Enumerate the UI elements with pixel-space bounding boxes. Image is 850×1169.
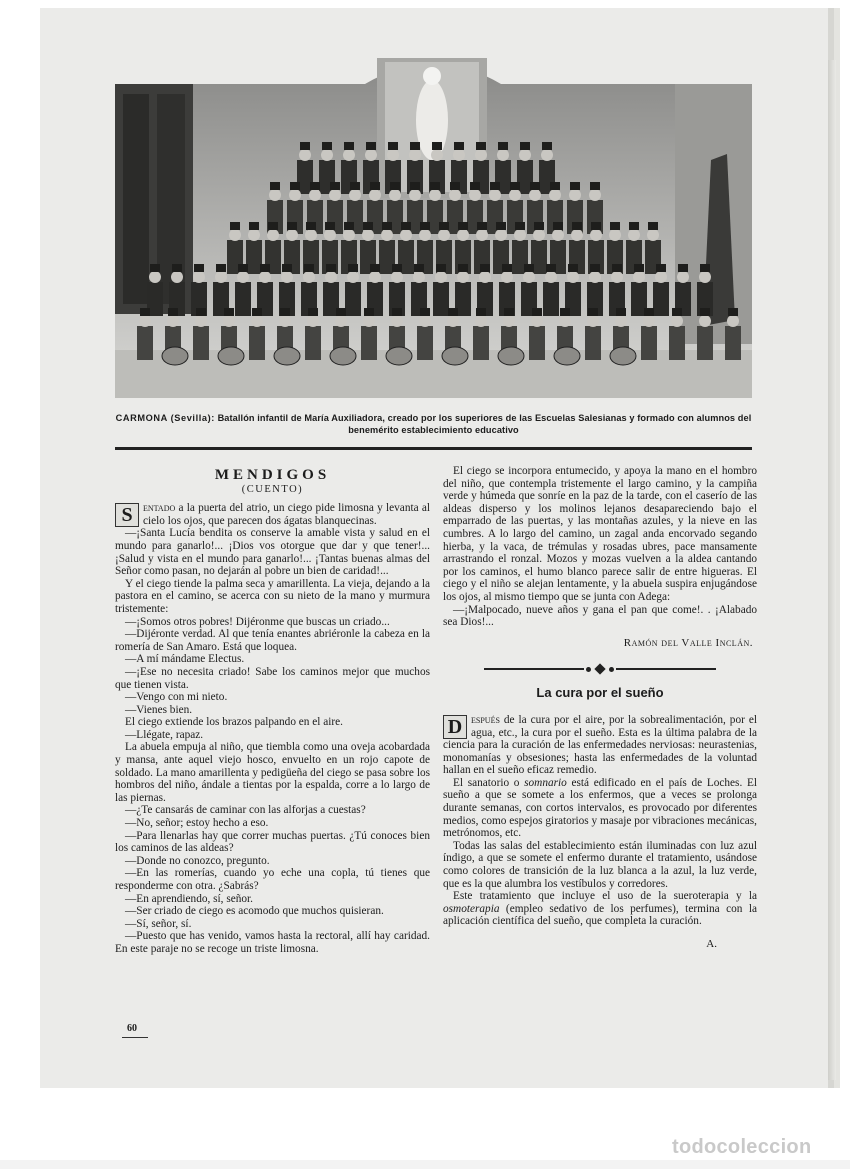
- story-paragraph: —Dijéronte verdad. Al que tenía enantes abriéronle la cabeza en la romería de San Amaro. Está que loquea.: [115, 628, 430, 653]
- figure-hat: [310, 182, 320, 190]
- figure-head: [237, 271, 249, 283]
- figure-hat: [496, 222, 506, 230]
- story-paragraph: —¡Malpocado, nueve años y gana el pan que come!. . ¡Alabado sea Dios!...: [443, 603, 757, 629]
- figure-head: [329, 189, 341, 201]
- figure-head: [303, 271, 315, 283]
- figure-head: [609, 229, 621, 241]
- figure-head: [438, 229, 450, 241]
- figure-head: [229, 229, 241, 241]
- story-paragraph: —Sí, señor, sí.: [125, 917, 192, 930]
- figure-head: [569, 189, 581, 201]
- figure-head: [611, 271, 623, 283]
- figure-hat: [476, 142, 486, 150]
- figure-hat: [458, 222, 468, 230]
- figure-head: [167, 315, 179, 327]
- figure-head: [391, 271, 403, 283]
- figure-head: [615, 315, 627, 327]
- figure-head: [223, 315, 235, 327]
- figure-hat: [344, 142, 354, 150]
- figure-hat: [612, 264, 622, 272]
- figure-head: [419, 229, 431, 241]
- figure-head: [335, 315, 347, 327]
- figure-head: [325, 271, 337, 283]
- figure-hat: [610, 222, 620, 230]
- story-opening: [115, 502, 430, 527]
- drum: [554, 347, 580, 365]
- figure-hat: [268, 222, 278, 230]
- figure-body: [305, 326, 321, 360]
- figure-head: [387, 149, 399, 161]
- figure-head: [699, 271, 711, 283]
- figure-hat: [392, 264, 402, 272]
- article-p3: Todas las salas del establecimiento están iluminadas con luz azul índigo, a que se somete el enfermo durante el tratamiento, usándose como colores de transición de la luz blanca a la azul, la luz verde, que es la que alumbra los vestíbulos y corredores.: [443, 839, 757, 890]
- figure-hat: [439, 222, 449, 230]
- figure-hat: [330, 182, 340, 190]
- figure-hat: [700, 264, 710, 272]
- figure-hat: [672, 308, 682, 316]
- figure-head: [195, 315, 207, 327]
- page-number: 60: [127, 1023, 137, 1034]
- figure-hat: [401, 222, 411, 230]
- story-paragraph: —¡Santa Lucía bendita os conserve la amable vista y salud en el mundo para ganarlo!... ¡Dios vos otorgue que dar y que tener!... ¡Salud y vista en el mundo para ganarlo!... ¡Tantas buenas almas del Señor como pasan, no dejarán al pobre un bien de caridad!...: [115, 527, 430, 578]
- figure-body: [249, 326, 265, 360]
- opening-word: entado: [143, 502, 176, 515]
- story-paragraph: —Para llenarlas hay que correr muchas puertas. ¿Tú conoces bien los caminos de las aldeas?: [115, 829, 430, 855]
- figure-hat: [678, 264, 688, 272]
- figure-hat: [515, 222, 525, 230]
- figure-hat: [306, 222, 316, 230]
- figure-hat: [629, 222, 639, 230]
- page-edge: [828, 60, 836, 1080]
- story-paragraph: —Vengo con mi nieto.: [125, 691, 228, 704]
- figure-hat: [150, 264, 160, 272]
- figure-hat: [568, 264, 578, 272]
- figure-head: [571, 229, 583, 241]
- figure-hat: [224, 308, 234, 316]
- story-paragraph: Y el ciego tiende la palma seca y amarillenta. La vieja, dejando a la pastora en el camino, se acerca con su nieto de la mano y murmura tristemente:: [115, 577, 430, 615]
- figure-head: [362, 229, 374, 241]
- figure-hat: [322, 142, 332, 150]
- story-paragraph: El ciego se incorpora entumecido, y apoya la mano en el hombro del niño, que contempla tristemente el largo camino, y la campiña verde y húmeda que sonríe en la paz de la tarde, con el caserío de las aldeas disperso y los molinos lejanos desapareciendo bajo el emparrado de las puertas, y las montañas azules, y la nieve en las cumbres. A lo largo del camino, un zagal anda encorvado segando hierba, y la vaca, de trémulas y rosadas ubres, pace mansamente arrastrando el ronzal. Mozos y mozas vuelven a la aldea cantando por los caminos, el humo blanco parece salir de entre higueras. El ciego y el niño se alejan lentamente, y la abuela suspira enjugándose los ojos, al mismo tiempo que se junta con Adega:: [443, 465, 757, 603]
- figure-hat: [420, 308, 430, 316]
- figure-head: [457, 271, 469, 283]
- figure-head: [453, 149, 465, 161]
- watermark: todocoleccion: [672, 1136, 812, 1158]
- ornament-line: [484, 668, 584, 670]
- figure-head: [279, 315, 291, 327]
- story-author: Ramón del Valle Inclán.: [623, 636, 753, 649]
- figure-head: [497, 149, 509, 161]
- figure-head: [552, 229, 564, 241]
- caption-lead: CARMONA (Sevilla):: [115, 413, 215, 423]
- p4-italic: osmoterapia: [443, 902, 500, 915]
- figure-head: [269, 189, 281, 201]
- figure-hat: [570, 182, 580, 190]
- figure-head: [628, 229, 640, 241]
- story-paragraph: El ciego extiende los brazos palpando en el aire.: [125, 716, 344, 729]
- figure-hat: [616, 308, 626, 316]
- figure-head: [309, 189, 321, 201]
- figure-head: [369, 271, 381, 283]
- figure-head: [149, 271, 161, 283]
- figure-hat: [458, 264, 468, 272]
- figure-head: [531, 315, 543, 327]
- figure-body: [697, 326, 713, 360]
- figure-head: [171, 271, 183, 283]
- figure-hat: [524, 264, 534, 272]
- figure-body: [529, 326, 545, 360]
- drum: [498, 347, 524, 365]
- figure-head: [281, 271, 293, 283]
- figure-hat: [480, 264, 490, 272]
- story-paragraph: —¿Te cansarás de caminar con las alforjas a cuestas?: [125, 804, 366, 817]
- figure-hat: [436, 264, 446, 272]
- drum: [330, 347, 356, 365]
- figure-head: [699, 315, 711, 327]
- caption-text: Batallón infantil de María Auxiliadora, creado por los superiores de las Escuelas Salesianas y formado con alumnos del benemérito establecimiento educativo: [214, 413, 752, 435]
- figure-hat: [238, 264, 248, 272]
- figure-head: [413, 271, 425, 283]
- ornament-divider: [443, 665, 757, 673]
- figure-hat: [388, 142, 398, 150]
- figure-head: [347, 271, 359, 283]
- p4-text-b: (empleo sedativo de los perfumes), termina con la aplicación científica del sueño, que completa la curación.: [443, 902, 757, 928]
- figure-hat: [432, 142, 442, 150]
- drum: [610, 347, 636, 365]
- group-photograph: [115, 50, 752, 398]
- figure-head: [429, 189, 441, 201]
- figure-head: [389, 189, 401, 201]
- figure-body: [585, 326, 601, 360]
- figure-head: [529, 189, 541, 201]
- figure-head: [671, 315, 683, 327]
- figure-head: [589, 271, 601, 283]
- figure-head: [655, 271, 667, 283]
- figure-hat: [656, 264, 666, 272]
- figure-body: [417, 326, 433, 360]
- figure-hat: [300, 142, 310, 150]
- story-paragraph: —Donde no conozco, pregunto.: [125, 854, 270, 867]
- drum: [274, 347, 300, 365]
- figure-hat: [591, 222, 601, 230]
- figure-head: [409, 149, 421, 161]
- figure-hat: [172, 264, 182, 272]
- figure-head: [549, 189, 561, 201]
- figure-hat: [392, 308, 402, 316]
- figure-hat: [287, 222, 297, 230]
- figure-head: [409, 189, 421, 201]
- figure-hat: [553, 222, 563, 230]
- article-author-initial: A.: [706, 938, 717, 950]
- figure-hat: [304, 264, 314, 272]
- story-paragraph: —¡Ese no necesita criado! Sabe los caminos mejor que muchos que tienen vista.: [115, 665, 430, 691]
- photo-caption: [115, 412, 752, 436]
- figure-hat: [550, 182, 560, 190]
- figure-head: [469, 189, 481, 201]
- bottom-band: [0, 1160, 850, 1169]
- right-column: [443, 465, 757, 951]
- figure-hat: [140, 308, 150, 316]
- figure-head: [589, 189, 601, 201]
- p2-text-b: está edificado en el país de Loches. El sueño a que se somete a los enfermos, que a veces se prolonga durante semanas, con cortos intervalos, es provocado por diferentes medios, como espejos giratorios y masaje por vibraciones mecánicas, metrónomos, etc.: [443, 776, 757, 840]
- figure-head: [369, 189, 381, 201]
- figure-hat: [336, 308, 346, 316]
- figure-hat: [504, 308, 514, 316]
- figure-head: [363, 315, 375, 327]
- figure-head: [343, 149, 355, 161]
- story-paragraph: —En las romerías, cuando yo eche una copla, tú tienes que responderme con otra. ¿Sabrás?: [115, 867, 430, 892]
- article-p4: [443, 890, 757, 928]
- ornament-dot: [609, 667, 614, 672]
- figure-hat: [370, 264, 380, 272]
- figure-head: [435, 271, 447, 283]
- figure-hat: [363, 222, 373, 230]
- figure-head: [381, 229, 393, 241]
- figure-hat: [326, 264, 336, 272]
- figure-hat: [534, 222, 544, 230]
- story-paragraph: —En aprendiendo, sí, señor.: [125, 892, 254, 905]
- figure-hat: [490, 182, 500, 190]
- figure-head: [267, 229, 279, 241]
- figure-hat: [348, 264, 358, 272]
- figure-head: [501, 271, 513, 283]
- figure-head: [475, 149, 487, 161]
- drum: [442, 347, 468, 365]
- figure-hat: [502, 264, 512, 272]
- figure-head: [299, 149, 311, 161]
- figure-hat: [644, 308, 654, 316]
- figure-hat: [350, 182, 360, 190]
- figure-head: [633, 271, 645, 283]
- figure-head: [514, 229, 526, 241]
- figure-head: [479, 271, 491, 283]
- section-rule: [115, 447, 752, 450]
- story-paragraph: La abuela empuja al niño, que tiembla como una oveja acobardada y mansa, ante aquel viejo hosco, envuelto en un rojo capote de soldado. La mano amarillenta y pedigüeña del ciego se pasa sobre los hombros del niño, ándale a tientas por la espalda, corre a lo largo de las piernas.: [115, 741, 430, 804]
- story-paragraph: —Vienes bien.: [125, 703, 193, 716]
- figure-head: [419, 315, 431, 327]
- story-paragraph: —Ser criado de ciego es acomodo que muchos quisieran.: [125, 905, 384, 918]
- figure-hat: [194, 264, 204, 272]
- figure-hat: [325, 222, 335, 230]
- figure-hat: [476, 308, 486, 316]
- figure-head: [590, 229, 602, 241]
- figure-head: [139, 315, 151, 327]
- figure-head: [400, 229, 412, 241]
- figure-hat: [498, 142, 508, 150]
- figure-hat: [634, 264, 644, 272]
- figure-head: [559, 315, 571, 327]
- article-title: La cura por el sueño: [536, 685, 664, 701]
- ornament-line: [616, 668, 716, 670]
- figure-body: [345, 282, 361, 316]
- article-p1: [443, 714, 757, 777]
- figure-head: [449, 189, 461, 201]
- p2-text-a: El sanatorio o: [453, 776, 525, 789]
- ornament-dot: [586, 667, 591, 672]
- figure-head: [503, 315, 515, 327]
- figure-head: [349, 189, 361, 201]
- figure-hat: [344, 222, 354, 230]
- figure-hat: [290, 182, 300, 190]
- figure-hat: [430, 182, 440, 190]
- figure-head: [305, 229, 317, 241]
- figure-body: [246, 240, 262, 274]
- drum: [386, 347, 412, 365]
- figure-head: [193, 271, 205, 283]
- figure-head: [391, 315, 403, 327]
- story-continuation: [443, 465, 757, 629]
- figure-head: [495, 229, 507, 241]
- figure-head: [643, 315, 655, 327]
- figure-hat: [454, 142, 464, 150]
- figure-head: [307, 315, 319, 327]
- figure-hat: [414, 264, 424, 272]
- story-paragraph: —Puesto que has venido, vamos hasta la rectoral, allí hay caridad. En este paraje no se recoge un triste limosna.: [115, 930, 430, 955]
- figure-head: [343, 229, 355, 241]
- article-p2: [443, 777, 757, 840]
- figure-hat: [249, 222, 259, 230]
- story-paragraph: —Llégate, rapaz.: [125, 728, 204, 741]
- story-paragraph: —A mí mándame Electus.: [125, 653, 245, 666]
- figure-hat: [260, 264, 270, 272]
- figure-hat: [470, 182, 480, 190]
- figure-hat: [572, 222, 582, 230]
- article-opening-text: de la cura por el aire, por la sobrealimentación, por el agua, etc., la cura por el sueño. Esta es la última palabra de la ciencia para la curación de las enfermedades nerviosas: neurastenias, monomanías y obsesiones; hasta las enfermedades de la voluntad hallan en el sueño eficaz remedio.: [443, 713, 757, 777]
- p4-text-a: Este tratamiento que incluye el uso de la sueroterapia y la: [453, 890, 757, 903]
- figure-head: [324, 229, 336, 241]
- figure-head: [677, 271, 689, 283]
- figure-head: [567, 271, 579, 283]
- left-column: [115, 465, 430, 956]
- figure-head: [545, 271, 557, 283]
- figure-hat: [366, 142, 376, 150]
- figure-hat: [700, 308, 710, 316]
- figure-hat: [588, 308, 598, 316]
- story-title: MENDIGOS: [214, 467, 331, 483]
- figure-hat: [410, 182, 420, 190]
- figure-hat: [728, 308, 738, 316]
- figure-head: [475, 315, 487, 327]
- figure-hat: [520, 142, 530, 150]
- figure-body: [235, 282, 251, 316]
- figure-hat: [230, 222, 240, 230]
- figure-hat: [252, 308, 262, 316]
- photo-image: [115, 50, 752, 398]
- figure-hat: [542, 142, 552, 150]
- story-paragraph: —¡Somos otros pobres! Dijéronme que buscas un criado...: [125, 615, 390, 628]
- figure-hat: [270, 182, 280, 190]
- figure-head: [286, 229, 298, 241]
- figure-body: [653, 282, 669, 316]
- figure-hat: [590, 182, 600, 190]
- figure-hat: [532, 308, 542, 316]
- figure-hat: [560, 308, 570, 316]
- figure-body: [669, 326, 685, 360]
- figure-head: [533, 229, 545, 241]
- figure-head: [519, 149, 531, 161]
- figure-head: [215, 271, 227, 283]
- page-number-rule: [122, 1037, 148, 1038]
- figure-head: [431, 149, 443, 161]
- figure-head: [541, 149, 553, 161]
- figure-body: [473, 326, 489, 360]
- article-opening-word: espués: [471, 713, 500, 726]
- figure-hat: [364, 308, 374, 316]
- figure-body: [137, 326, 153, 360]
- figure-head: [727, 315, 739, 327]
- figure-head: [447, 315, 459, 327]
- figure-hat: [450, 182, 460, 190]
- opening-text: a la puerta del atrio, un ciego pide limosna y levanta al cielo los ojos, que parecen dos ágatas blanquecinas.: [143, 502, 430, 527]
- figure-body: [543, 282, 559, 316]
- figure-body: [361, 326, 377, 360]
- figure-head: [647, 229, 659, 241]
- figure-head: [321, 149, 333, 161]
- figure-head: [259, 271, 271, 283]
- figure-head: [289, 189, 301, 201]
- figure-head: [523, 271, 535, 283]
- figure-head: [587, 315, 599, 327]
- figure-hat: [282, 264, 292, 272]
- figure-head: [489, 189, 501, 201]
- figure-head: [251, 315, 263, 327]
- figure-hat: [530, 182, 540, 190]
- figure-body: [641, 326, 657, 360]
- ornament-diamond: [594, 664, 605, 675]
- p2-italic: somnario: [524, 776, 567, 789]
- figure-hat: [448, 308, 458, 316]
- story-subtitle: (CUENTO): [241, 483, 304, 495]
- drum: [218, 347, 244, 365]
- figure-hat: [382, 222, 392, 230]
- figure-hat: [308, 308, 318, 316]
- figure-head: [365, 149, 377, 161]
- dropcap-d: D: [443, 715, 467, 739]
- figure-head: [248, 229, 260, 241]
- story-paragraph: —No, señor; estoy hecho a eso.: [125, 817, 269, 830]
- figure-hat: [370, 182, 380, 190]
- drum: [162, 347, 188, 365]
- figure-hat: [546, 264, 556, 272]
- figure-hat: [477, 222, 487, 230]
- figure-hat: [168, 308, 178, 316]
- figure-hat: [590, 264, 600, 272]
- figure-body: [193, 326, 209, 360]
- figure-hat: [648, 222, 658, 230]
- figure-head: [457, 229, 469, 241]
- figure-hat: [280, 308, 290, 316]
- story-paragraphs: [115, 527, 430, 955]
- figure-hat: [196, 308, 206, 316]
- figure-hat: [390, 182, 400, 190]
- figure-hat: [410, 142, 420, 150]
- figure-head: [509, 189, 521, 201]
- dropcap-s: S: [115, 503, 139, 527]
- figure-body: [433, 282, 449, 316]
- figure-hat: [216, 264, 226, 272]
- figure-hat: [420, 222, 430, 230]
- figure-hat: [510, 182, 520, 190]
- figure-body: [725, 326, 741, 360]
- figure-head: [476, 229, 488, 241]
